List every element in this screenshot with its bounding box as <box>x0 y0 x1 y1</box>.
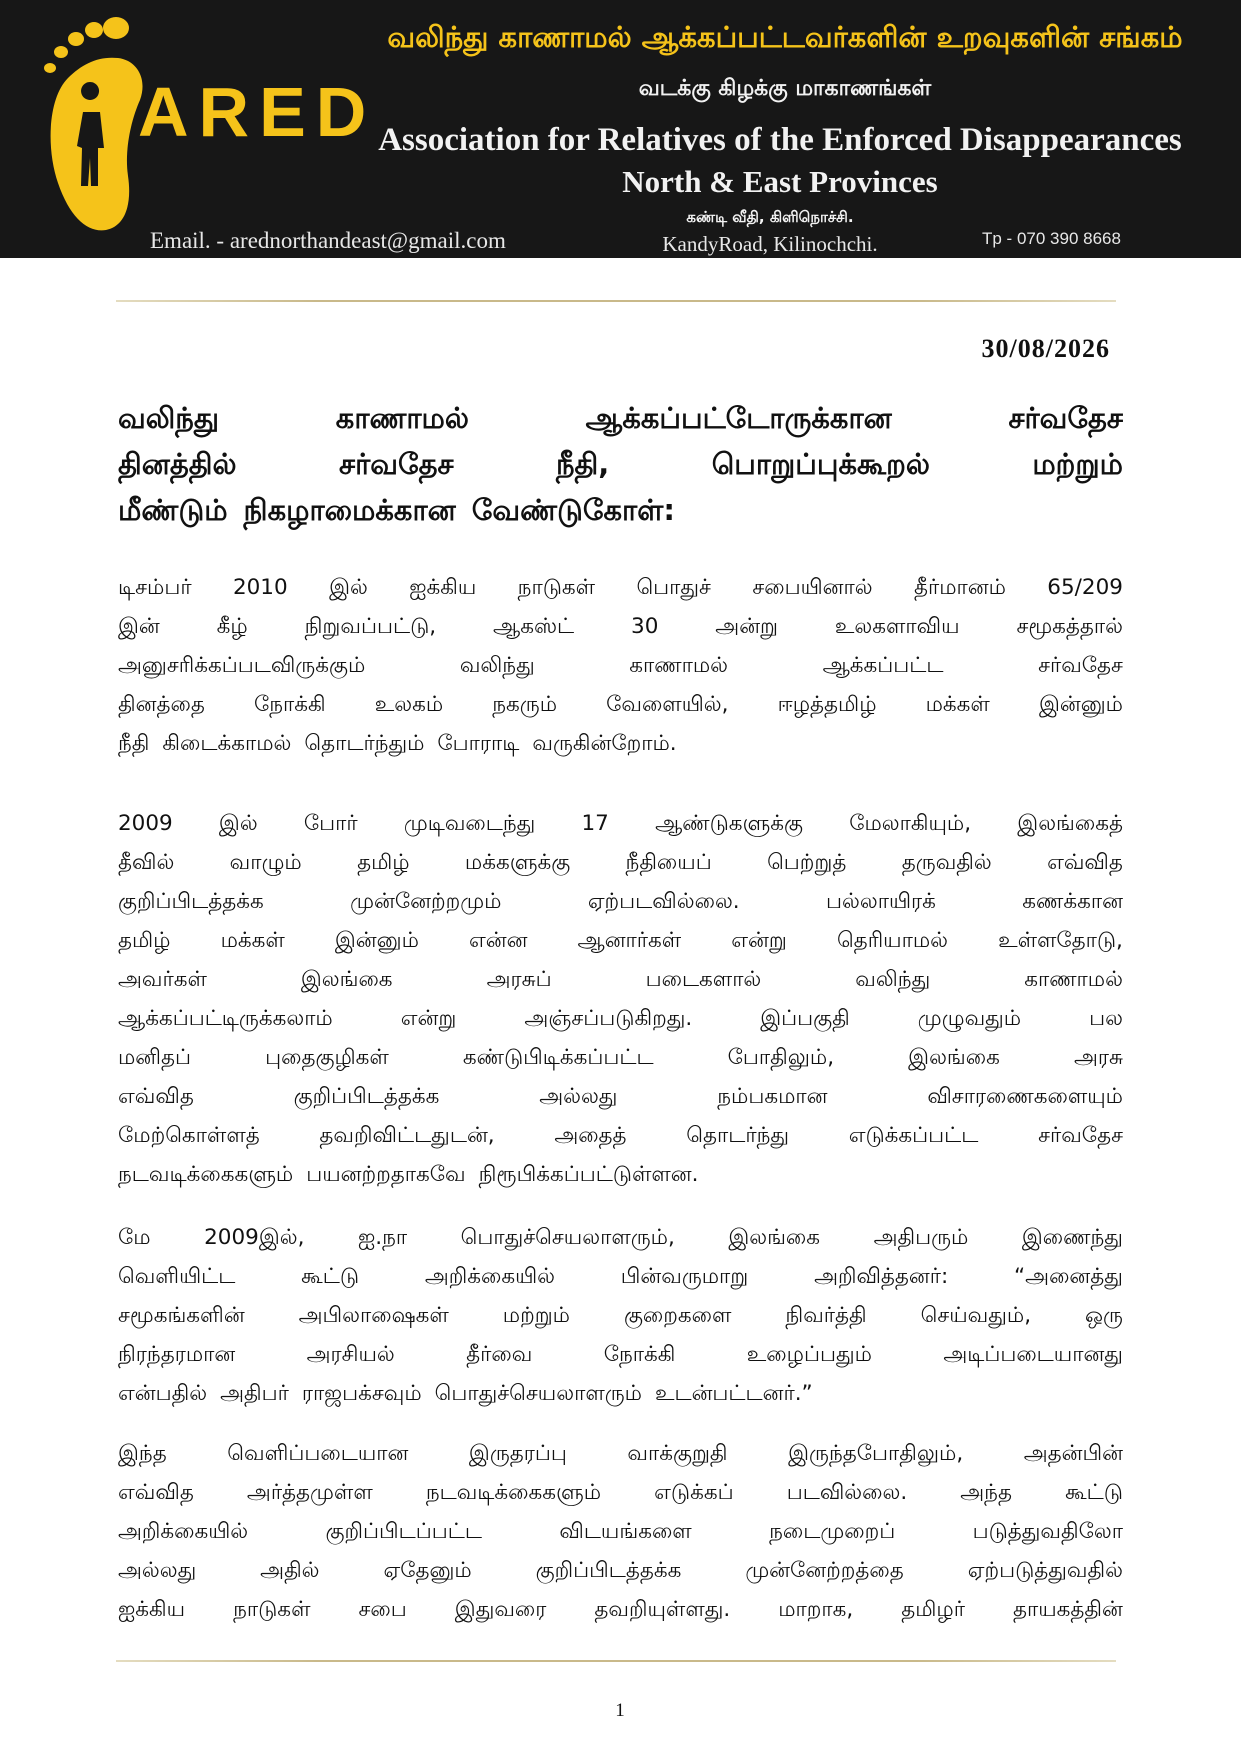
word: பயனற்றதாகவே <box>306 1162 466 1187</box>
word: அஞ்சப்படுகிறது. <box>524 1006 693 1031</box>
word: சமூகங்களின் <box>118 1303 245 1328</box>
word: மக்கள் <box>925 692 990 717</box>
word: அல்லது <box>539 1084 618 1109</box>
word: காணாமல் <box>1024 967 1123 992</box>
org-phone: Tp - 070 390 8668 <box>982 229 1121 248</box>
word: பல <box>1089 1006 1123 1031</box>
word: குறிப்பிடத்தக்க <box>118 889 264 914</box>
word: மேலாகியும், <box>849 811 972 836</box>
bottom-divider <box>116 1660 1116 1662</box>
word: நடவடிக்கைகளும் <box>425 1480 602 1505</box>
word: இதுவரை <box>454 1597 547 1622</box>
word: அரசியல் <box>306 1342 395 1367</box>
word: நாடுகள் <box>517 575 596 600</box>
word: நிகழாமைக்கான <box>243 493 456 527</box>
word: அந்த <box>960 1480 1012 1505</box>
word: வேண்டுகோள்: <box>471 493 675 527</box>
word: அதைத் <box>554 1123 627 1148</box>
word: டிசம்பர் <box>118 575 192 600</box>
word: நீதி, <box>555 447 610 481</box>
word: அதில் <box>260 1558 320 1583</box>
word: முன்னேற்றமும் <box>350 889 502 914</box>
word: என்று <box>731 928 787 953</box>
word: தவறிவிட்டதுடன், <box>319 1123 495 1148</box>
word: அறிக்கையில் <box>118 1519 249 1544</box>
word: நிறுவப்பட்டு, <box>304 614 437 639</box>
document-title <box>118 395 1123 533</box>
word: மீண்டும் <box>118 493 228 527</box>
word: கிடைக்காமல் <box>162 731 292 756</box>
word: படைகளால் <box>645 967 762 992</box>
word: சர்வதேச <box>1038 1123 1123 1148</box>
word: பொதுச் <box>636 575 711 600</box>
paragraph-line <box>118 1218 1123 1257</box>
word: ஆக்கப்பட்ட <box>822 653 944 678</box>
word: அறிக்கையில் <box>424 1264 555 1289</box>
word: பல்லாயிரக் <box>826 889 936 914</box>
title-line <box>118 441 1123 487</box>
word: சபையினால் <box>752 575 873 600</box>
word: 30 <box>631 614 659 639</box>
logo-toe <box>54 46 68 58</box>
word: கீழ் <box>216 614 248 639</box>
word: அர்த்தமுள்ள <box>246 1480 373 1505</box>
word: நகரும் <box>492 692 558 717</box>
word: இலங்கைத் <box>1017 811 1123 836</box>
word: மக்களுக்கு <box>464 850 571 875</box>
paragraph-line <box>118 1434 1123 1473</box>
word: இலங்கை <box>300 967 393 992</box>
word: நாடுகள் <box>233 1597 311 1622</box>
word: இல் <box>218 811 258 836</box>
word: மக்கள் <box>220 928 285 953</box>
org-email: Email. - arednorthandeast@gmail.com <box>150 228 506 253</box>
word: தமிழ் <box>357 850 410 875</box>
word: நிரந்தரமான <box>118 1342 236 1367</box>
org-address-tamil: கண்டி வீதி, கிளிநொச்சி. <box>686 208 854 226</box>
word: இலங்கை <box>908 1045 1000 1070</box>
word: முன்னேற்றத்தை <box>745 1558 904 1583</box>
word: இப்பகுதி <box>760 1006 850 1031</box>
word: எவ்வித <box>118 1084 194 1109</box>
paragraph-line <box>118 1335 1123 1374</box>
paragraph-line <box>118 1038 1123 1077</box>
word: வெளியிட்ட <box>118 1264 236 1289</box>
word: உள்ளதோடு, <box>998 928 1123 953</box>
word: சமூகத்தால் <box>1016 614 1123 639</box>
word: நிரூபிக்கப்பட்டுள்ளன. <box>478 1162 699 1187</box>
word: அடிப்படையானது <box>943 1342 1123 1367</box>
word: உலகம் <box>374 692 444 717</box>
word: தமிழ் <box>118 928 171 953</box>
word: சபை <box>358 1597 407 1622</box>
word: என்பதில் <box>118 1381 208 1406</box>
word: கூட்டு <box>301 1264 360 1289</box>
paragraph-line <box>118 1590 1123 1629</box>
paragraph-line <box>118 999 1123 1038</box>
word: அரசுப் <box>486 967 552 992</box>
word: ஐக்கிய <box>118 1597 186 1622</box>
word: காணாமல் <box>335 401 469 435</box>
word: நடைமுறைப் <box>769 1519 896 1544</box>
word: செய்வதும், <box>920 1303 1032 1328</box>
word: முழுவதும் <box>917 1006 1022 1031</box>
paragraph-line <box>118 646 1123 685</box>
word: ஆக்கப்பட்டோருக்கான <box>585 401 892 435</box>
word: ஏற்படுத்துவதில் <box>967 1558 1123 1583</box>
word: குறிப்பிடப்பட்ட <box>325 1519 482 1544</box>
word: போராடி <box>437 731 520 756</box>
paragraph-4 <box>118 1434 1123 1629</box>
word: நோக்கி <box>603 1342 676 1367</box>
word: நம்பகமான <box>717 1084 828 1109</box>
word: மற்றும் <box>1032 447 1123 481</box>
word: இன்னும் <box>1038 692 1123 717</box>
word: வேளையில், <box>606 692 729 717</box>
word: குறிப்பிடத்தக்க <box>293 1084 440 1109</box>
word: ஆகஸ்ட் <box>493 614 575 639</box>
word: மற்றும் <box>502 1303 570 1328</box>
word: படவில்லை. <box>786 1480 908 1505</box>
paragraph-line <box>118 1374 1123 1413</box>
word: குறைகளை <box>623 1303 732 1328</box>
document-date: 30/08/2026 <box>981 334 1110 363</box>
word: தீவில் <box>118 850 175 875</box>
ared-logo <box>28 8 377 240</box>
word: தவறியுள்ளது. <box>594 1597 731 1622</box>
word: உழைப்பதும் <box>746 1342 872 1367</box>
word: பெற்றுத் <box>767 850 847 875</box>
word: எடுக்கப் <box>654 1480 734 1505</box>
paragraph-line <box>118 1473 1123 1512</box>
title-line <box>118 395 1123 441</box>
org-address-english: KandyRoad, Kilinochchi. <box>662 232 878 256</box>
logo-text: ARED <box>138 73 377 151</box>
word: ஏதேனும் <box>383 1558 472 1583</box>
word: தினத்தில் <box>118 447 237 481</box>
logo-toe <box>85 22 103 38</box>
word: இணைந்து <box>1021 1225 1123 1250</box>
word: போர் <box>303 811 358 836</box>
word: உலகளாவிய <box>834 614 960 639</box>
word: ஈழத்தமிழ் <box>777 692 877 717</box>
paragraph-line <box>118 843 1123 882</box>
word: தெரியாமல் <box>836 928 948 953</box>
org-name-english: Association for Relatives of the Enforced Disappearances <box>378 122 1182 158</box>
word: நோக்கி <box>253 692 326 717</box>
paragraph-line <box>118 1155 1123 1194</box>
paragraph-3 <box>118 1218 1123 1413</box>
word: ஆண்டுகளுக்கு <box>655 811 804 836</box>
paragraph-line <box>118 568 1123 607</box>
top-divider <box>116 300 1116 302</box>
word: வருகின்றோம். <box>532 731 677 756</box>
logo-toe <box>68 32 84 46</box>
word: எவ்வித <box>1047 850 1123 875</box>
paragraph-line <box>118 1296 1123 1335</box>
word: குறிப்பிடத்தக்க <box>535 1558 682 1583</box>
word: முடிவடைந்து <box>403 811 536 836</box>
paragraph-line <box>118 1077 1123 1116</box>
paragraph-line <box>118 724 1123 763</box>
word: மேற்கொள்ளத் <box>118 1123 260 1148</box>
word: நீதியைப் <box>625 850 712 875</box>
org-region-english: North & East Provinces <box>622 164 938 199</box>
word: தீர்வை <box>466 1342 533 1367</box>
word: நிவர்த்தி <box>785 1303 867 1328</box>
word: 65/209 <box>1047 575 1123 600</box>
paragraph-line <box>118 1116 1123 1155</box>
word: உடன்பட்டனர்.” <box>654 1381 813 1406</box>
word: என்று <box>400 1006 457 1031</box>
word: 17 <box>581 811 609 836</box>
word: மாறாக, <box>778 1597 854 1622</box>
word: பொறுப்புக்கூறல் <box>711 447 930 481</box>
word: கூட்டு <box>1065 1480 1123 1505</box>
word: இந்த <box>118 1441 167 1466</box>
word: அனுசரிக்கப்படவிருக்கும் <box>118 653 366 678</box>
word: தொடர்ந்தும் <box>304 731 425 756</box>
word: வலிந்து <box>118 401 220 435</box>
word: ராஜபக்சவும் <box>301 1381 422 1406</box>
word: இருதரப்பு <box>468 1441 567 1466</box>
paragraph-line <box>118 607 1123 646</box>
word: அரசு <box>1073 1045 1123 1070</box>
word: ஐக்கிய <box>409 575 477 600</box>
word: அபிலாஷைகள் <box>298 1303 449 1328</box>
word: வலிந்து <box>855 967 931 992</box>
word: 2009 <box>118 811 173 836</box>
word: அவர்கள் <box>118 967 207 992</box>
word: தீர்மானம் <box>913 575 1006 600</box>
word: வெளிப்படையான <box>227 1441 409 1466</box>
word: படுத்துவதிலோ <box>972 1519 1123 1544</box>
word: இலங்கை <box>728 1225 821 1250</box>
word: தொடர்ந்து <box>686 1123 790 1148</box>
org-name-tamil: வலிந்து காணாமல் ஆக்கப்பட்டவர்களின் உறவுகளின் சங்கம் <box>387 20 1183 54</box>
logo-toe <box>44 63 56 73</box>
page-number: 1 <box>615 1700 625 1721</box>
word: 2010 <box>232 575 288 600</box>
word: அதிபர் <box>220 1381 289 1406</box>
word: எவ்வித <box>118 1480 194 1505</box>
paragraph-line <box>118 960 1123 999</box>
word: வாழும் <box>229 850 302 875</box>
paragraph-1 <box>118 568 1123 763</box>
paragraph-line <box>118 1512 1123 1551</box>
paragraph-line <box>118 1551 1123 1590</box>
paragraph-2 <box>118 804 1123 1194</box>
word: என்ன <box>468 928 528 953</box>
word: எடுக்கப்பட்ட <box>848 1123 979 1148</box>
word: விடயங்களை <box>559 1519 692 1544</box>
word: அதன்பின் <box>1023 1441 1123 1466</box>
word: தருவதில் <box>901 850 992 875</box>
word: தமிழர் <box>901 1597 965 1622</box>
letterhead <box>0 0 1241 258</box>
word: பொதுச்செயலாளரும் <box>434 1381 642 1406</box>
paragraph-line <box>118 882 1123 921</box>
word: கண்டுபிடிக்கப்பட்ட <box>462 1045 654 1070</box>
word: ஐ.நா <box>357 1225 408 1250</box>
word: அறிவித்தனர்: <box>814 1264 949 1289</box>
word: இருந்தபோதிலும், <box>788 1441 964 1466</box>
word: ஆனார்கள் <box>577 928 682 953</box>
word: சர்வதேச <box>339 447 454 481</box>
word: மே <box>118 1225 151 1250</box>
word: பொதுச்செயலாளரும், <box>460 1225 675 1250</box>
word: நடவடிக்கைகளும் <box>118 1162 294 1187</box>
word: அதிபரும் <box>873 1225 969 1250</box>
paragraph-line <box>118 804 1123 843</box>
word: கணக்கான <box>1022 889 1123 914</box>
word: தாயகத்தின் <box>1013 1597 1123 1622</box>
word: சர்வதேச <box>1008 401 1123 435</box>
word: ஆக்கப்பட்டிருக்கலாம் <box>118 1006 333 1031</box>
title-line <box>118 487 1123 533</box>
word: வாக்குறுதி <box>627 1441 728 1466</box>
word: சர்வதேச <box>1038 653 1123 678</box>
word: வலிந்து <box>459 653 535 678</box>
word: “அனைத்து <box>1014 1264 1123 1289</box>
word: பின்வருமாறு <box>620 1264 749 1289</box>
org-region-tamil: வடக்கு கிழக்கு மாகாணங்கள் <box>638 76 932 101</box>
word: விசாரணைகளையும் <box>927 1084 1123 1109</box>
word: இன் <box>118 614 160 639</box>
word: நீதி <box>118 731 150 756</box>
paragraph-line <box>118 685 1123 724</box>
logo-toe <box>103 17 129 39</box>
word: போதிலும், <box>727 1045 835 1070</box>
word: இன்னும் <box>334 928 419 953</box>
word: அன்று <box>715 614 779 639</box>
word: புதைகுழிகள் <box>265 1045 389 1070</box>
paragraph-line <box>118 1257 1123 1296</box>
word: அல்லது <box>118 1558 197 1583</box>
word: காணாமல் <box>629 653 729 678</box>
word: ஏற்படவில்லை. <box>587 889 740 914</box>
word: இல் <box>329 575 368 600</box>
paragraph-line <box>118 921 1123 960</box>
word: ஒரு <box>1085 1303 1123 1328</box>
word: 2009இல், <box>204 1225 305 1250</box>
word: மனிதப் <box>118 1045 192 1070</box>
word: தினத்தை <box>118 692 205 717</box>
